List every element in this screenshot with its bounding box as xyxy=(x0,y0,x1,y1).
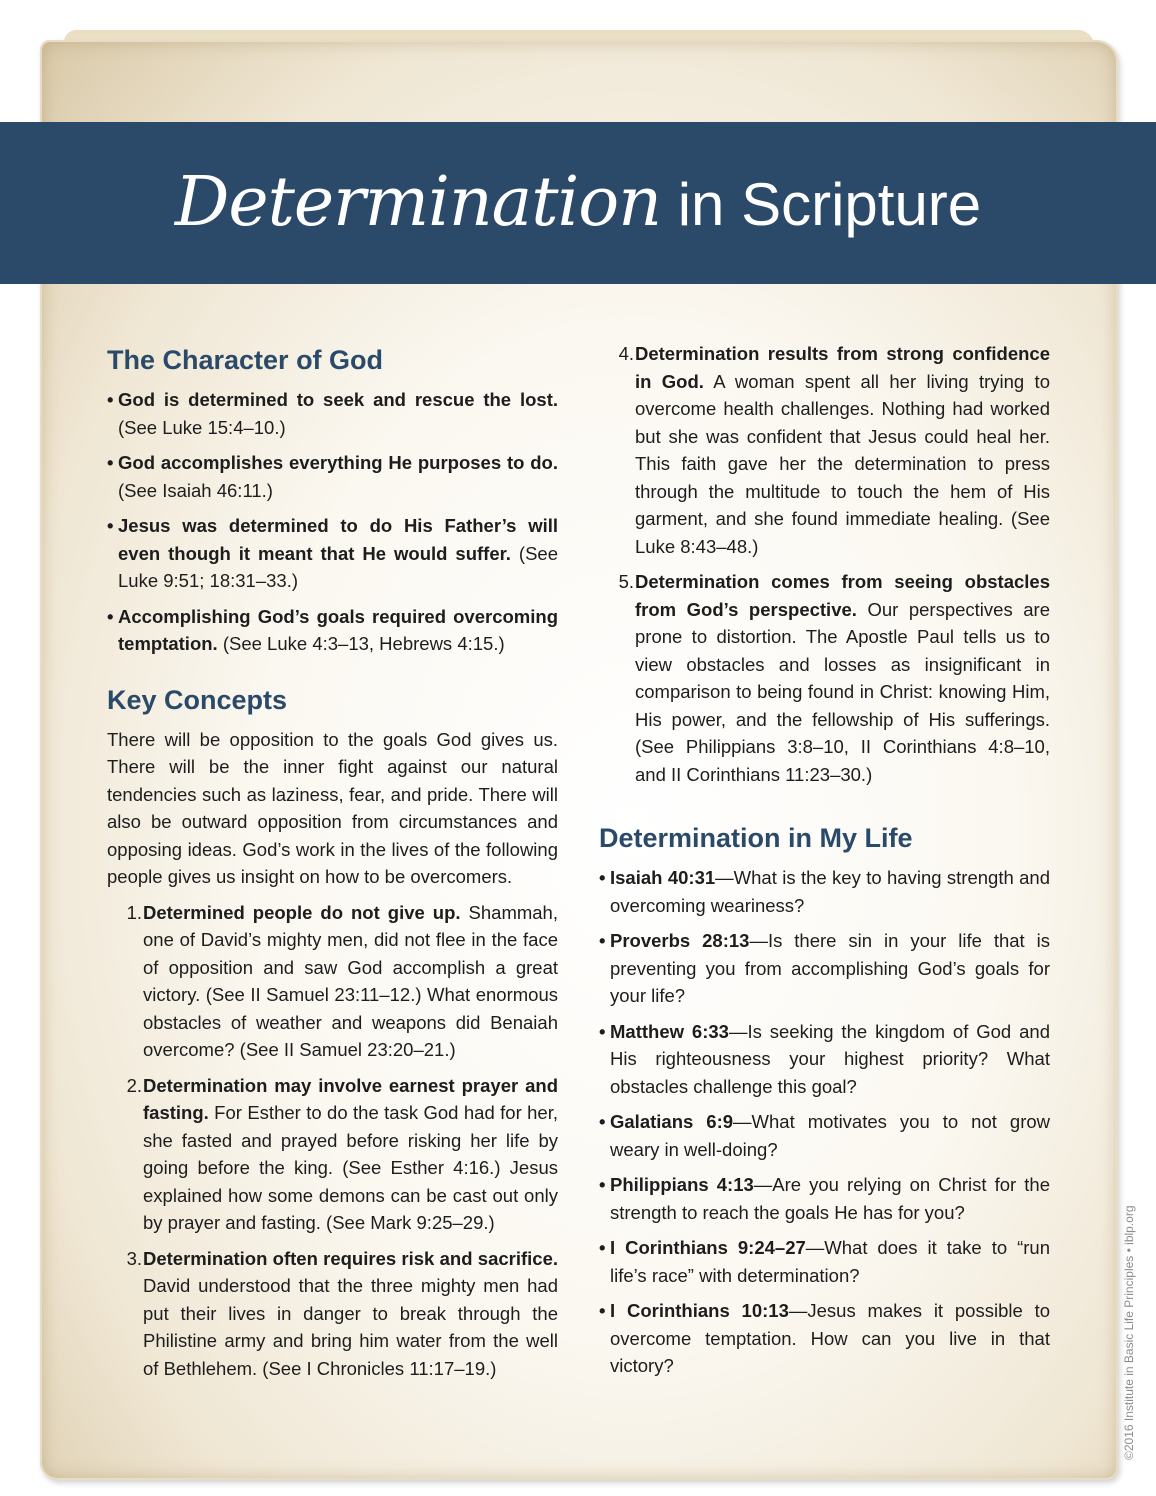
list-item xyxy=(599,1018,1050,1101)
item-bold: Jesus was determined to do His Father’s will even though it meant that He would suffer. xyxy=(118,515,558,564)
item-text: —What does it take to “run life’s race” with determination? xyxy=(610,1237,1051,1286)
item-bold: I Corinthians 9:24–27 xyxy=(610,1237,806,1258)
item-number: 4. xyxy=(618,343,634,364)
numbered-item xyxy=(126,899,558,1064)
character-list xyxy=(107,386,558,658)
item-number: 3. xyxy=(126,1247,142,1269)
list-item xyxy=(107,512,558,595)
copyright-notice xyxy=(1122,1160,1142,1460)
copyright-text: ©2016 Institute in Basic Life Principles • iblp.org xyxy=(1122,1205,1136,1460)
item-text: Shammah, one of David’s mighty men, did not flee in the face of opposition and saw God accomplish a great victory. (See II Samuel 23:11–12.) What enormous obstacles of weather and weapons did Benaiah overcome? (See II Samuel 23:20–21.) xyxy=(143,901,558,1060)
list-item xyxy=(599,1108,1050,1163)
list-item xyxy=(599,1297,1050,1380)
item-text: Our perspectives are prone to distortion. The Apostle Paul tells us to view obstacles and losses as insignificant in comparison to being found in Christ: knowing Him, His power, and the fellowship of His sufferings. (See Philippians 3:8–10, II Corinthians 4:8–10, and II Corinthians 11:23–30.) xyxy=(635,598,1050,785)
item-text: —Jesus makes it possible to overcome temptation. How can you live in that victory? xyxy=(610,1300,1051,1376)
item-bold: Determination results from strong confidence in God. xyxy=(635,343,1050,392)
right-column xyxy=(599,340,1050,1388)
list-item xyxy=(107,449,558,504)
item-text: A woman spent all her living trying to overcome health challenges. Nothing had worked but she was confident that Jesus could heal her. This faith gave her the determination to press through the multitude to touch the hem of His garment, and she found immediate healing. (See Luke 8:43–48.) xyxy=(635,370,1050,557)
item-bold: Isaiah 40:31 xyxy=(610,867,716,888)
item-text: David understood that the three mighty men had put their lives in danger to break through the Philistine army and bring him water from the well of Bethlehem. (See I Chronicles 11:17–19.) xyxy=(143,1275,558,1379)
left-column xyxy=(107,340,558,1390)
item-bold: I Corinthians 10:13 xyxy=(610,1300,789,1321)
item-text: (See Luke 15:4–10.) xyxy=(118,416,286,438)
numbered-item xyxy=(618,568,1050,788)
item-number: 5. xyxy=(618,571,634,592)
item-bold: Determination comes from seeing obstacles from God’s perspective. xyxy=(635,571,1050,620)
item-bold: God is determined to seek and rescue the lost. xyxy=(118,389,558,410)
page-title-rest: in Scripture xyxy=(661,171,982,238)
list-item xyxy=(599,927,1050,1010)
item-bold: Matthew 6:33 xyxy=(610,1020,729,1042)
concepts-list-left xyxy=(107,899,558,1383)
numbered-item xyxy=(126,1072,558,1237)
section-heading-character: The Character of God xyxy=(107,345,384,375)
numbered-item xyxy=(126,1245,558,1383)
list-item xyxy=(599,864,1050,919)
item-text: —Are you relying on Christ for the strength to reach the goals He has for you? xyxy=(610,1174,1050,1223)
item-text: (See Luke 4:3–13, Hebrews 4:15.) xyxy=(217,633,505,654)
item-text: (See Luke 9:51; 18:31–33.) xyxy=(118,542,559,591)
page-title-script: Determination xyxy=(174,163,662,242)
item-text: For Esther to do the task God had for her, she fasted and prayed before risking her life by going before the king. (See Esther 4:16.) Jesus explained how some demons can be cast out only by prayer and fasting. (See Mark 9:25–29.) xyxy=(143,1102,558,1233)
item-bold: Determined people do not give up. xyxy=(143,901,461,923)
item-bold: Determination often requires risk and sacrifice. xyxy=(143,1247,558,1269)
list-item xyxy=(107,603,558,658)
item-bold: Accomplishing God’s goals required overcoming temptation. xyxy=(118,605,558,654)
item-text: —What is the key to having strength and overcoming weariness? xyxy=(610,867,1051,916)
section-heading-concepts: Key Concepts xyxy=(107,684,288,715)
numbered-item xyxy=(618,340,1050,560)
item-bold: Galatians 6:9 xyxy=(610,1111,734,1132)
item-number: 2. xyxy=(126,1074,142,1096)
item-bold: God accomplishes everything He purposes to do. xyxy=(118,452,558,473)
item-bold: Philippians 4:13 xyxy=(610,1174,754,1195)
item-text: —What motivates you to not grow weary in well-doing? xyxy=(610,1111,1051,1160)
concepts-list-right xyxy=(599,340,1050,788)
item-text: —Is seeking the kingdom of God and His righteousness your highest priority? What obstacles challenge this goal? xyxy=(610,1020,1051,1097)
list-item xyxy=(599,1171,1050,1226)
list-item xyxy=(107,386,558,441)
title-banner xyxy=(0,122,1156,284)
section-heading-life: Determination in My Life xyxy=(599,823,913,853)
concepts-intro: There will be opposition to the goals God gives us. There will be the inner fight against our natural tendencies such as laziness, fear, and pride. There will also be outward opposition from circumstances and opposing ideas. God’s work in the lives of the following people gives us insight on how to be overcomers. xyxy=(107,728,558,887)
item-text: —Is there sin in your life that is preventing you from accomplishing God’s goals for your life? xyxy=(610,930,1050,1006)
item-number: 1. xyxy=(126,901,142,923)
page-title xyxy=(174,163,982,242)
item-text: (See Isaiah 46:11.) xyxy=(118,479,273,501)
item-bold: Proverbs 28:13 xyxy=(610,930,750,951)
list-item xyxy=(599,1234,1050,1289)
item-bold: Determination may involve earnest prayer and fasting. xyxy=(143,1074,558,1123)
life-list xyxy=(599,864,1050,1380)
